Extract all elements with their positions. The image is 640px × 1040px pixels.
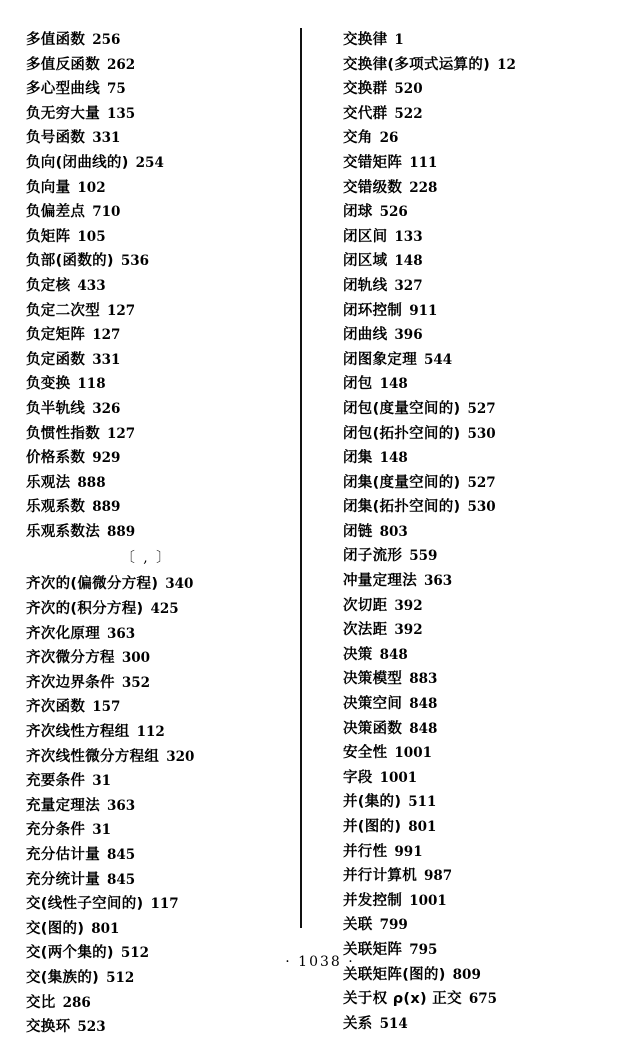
index-entry — [26, 225, 307, 250]
index-entry-page: 352 — [121, 674, 150, 691]
index-entry-page: 848 — [409, 720, 438, 737]
index-entry-page: 1001 — [409, 892, 447, 909]
index-entry-term: 闭区域 — [343, 253, 388, 270]
index-entry — [343, 397, 616, 422]
index-entry-page: 801 — [408, 819, 437, 835]
index-entry-page: 392 — [394, 622, 423, 639]
index-entry-page: 809 — [452, 966, 481, 983]
index-entry-term: 关系 — [343, 1015, 373, 1032]
index-entry-page: 148 — [379, 450, 408, 467]
index-entry-page: 1001 — [379, 769, 418, 786]
index-entry-page: 848 — [409, 696, 438, 713]
index-entry — [26, 471, 307, 496]
index-entry-page: 392 — [394, 597, 423, 614]
index-entry — [343, 594, 616, 619]
index-entry-term: 交比 — [26, 994, 56, 1011]
index-entry-term: 齐次的(偏微分方程) — [26, 576, 159, 593]
index-entry-term: 决策函数 — [343, 720, 403, 737]
index-entry-page: 112 — [136, 724, 165, 741]
page-footer — [0, 954, 640, 970]
index-entry-page: 522 — [394, 105, 423, 122]
index-entry-page: 888 — [77, 474, 106, 491]
index-entry-page: 300 — [121, 650, 150, 667]
index-entry-term: 关联矩阵 — [343, 941, 403, 958]
index-entry-page: 425 — [150, 601, 179, 618]
index-entry-page: 118 — [77, 376, 106, 393]
index-entry — [26, 671, 307, 696]
index-entry — [26, 818, 307, 843]
index-entry-term: 多值函数 — [26, 32, 86, 48]
index-entry-page: 433 — [77, 277, 106, 294]
index-entry-term: 闭环控制 — [343, 302, 403, 319]
left-column-entries-top — [26, 28, 307, 544]
index-entry — [26, 917, 307, 942]
index-entry-term: 充分条件 — [26, 822, 86, 839]
index-entry — [343, 987, 616, 1012]
index-entry — [26, 348, 307, 373]
index-entry-page: 512 — [106, 969, 135, 986]
index-entry-term: 并发控制 — [343, 892, 403, 909]
index-entry-term: 多心型曲线 — [26, 81, 100, 98]
index-entry — [343, 471, 616, 496]
index-entry — [343, 225, 616, 250]
right-column — [321, 28, 616, 1032]
index-entry-page: 675 — [468, 991, 498, 1008]
index-entry-term: 闭轨线 — [343, 277, 388, 294]
index-entry — [343, 176, 616, 201]
index-entry-page: 883 — [409, 671, 438, 688]
index-entry — [343, 913, 616, 938]
index-entry — [26, 991, 307, 1016]
index-entry-page: 536 — [120, 253, 150, 270]
index-entry-page: 31 — [92, 822, 111, 839]
index-entry — [26, 372, 307, 397]
index-entry-term: 负矩阵 — [26, 228, 71, 245]
index-entry-page: 848 — [379, 646, 408, 663]
index-entry — [343, 766, 616, 791]
index-entry-term: 字段 — [343, 769, 373, 786]
index-entry-page: 148 — [379, 376, 408, 393]
index-entry-term: 齐次的(积分方程) — [26, 601, 144, 618]
index-entry — [26, 695, 307, 720]
index-entry-page: 31 — [92, 773, 111, 790]
index-entry-term: 并(图的) — [343, 819, 402, 835]
index-entry-term: 交(线性子空间的) — [26, 896, 144, 913]
index-entry-term: 决策模型 — [343, 671, 403, 688]
index-entry-term: 关于权 ρ(x) 正交 — [343, 991, 462, 1008]
index-entry — [343, 299, 616, 324]
index-entry — [26, 422, 307, 447]
index-entry-term: 闭子流形 — [343, 548, 403, 565]
index-entry-term: 交(图的) — [26, 920, 85, 937]
index-entry-page: 228 — [409, 179, 438, 196]
index-entry — [26, 299, 307, 324]
index-entry-page: 157 — [92, 699, 121, 716]
index-entry — [343, 102, 616, 127]
index-entry — [343, 126, 616, 151]
index-entry — [26, 77, 307, 102]
index-entry — [343, 1012, 616, 1037]
index-entry-term: 交错矩阵 — [343, 154, 403, 171]
index-entry-term: 闭包(度量空间的) — [343, 400, 461, 417]
index-entry — [26, 176, 307, 201]
index-entry — [26, 126, 307, 151]
index-entry-page: 889 — [92, 499, 121, 516]
index-entry-term: 安全性 — [343, 745, 388, 762]
index-entry-page: 127 — [107, 302, 136, 319]
index-entry-term: 齐次函数 — [26, 699, 86, 716]
index-entry-page: 512 — [120, 945, 150, 962]
index-entry-term: 并行性 — [343, 843, 388, 860]
index-entry-term: 闭图象定理 — [343, 351, 417, 368]
index-entry-page: 340 — [165, 576, 194, 593]
index-entry-page: 326 — [92, 400, 121, 417]
index-entry-page: 327 — [394, 277, 423, 294]
index-entry — [343, 422, 616, 447]
index-entry-term: 充要条件 — [26, 773, 86, 790]
index-entry-term: 决策 — [343, 646, 373, 663]
index-entry-term: 决策空间 — [343, 696, 403, 713]
index-entry-term: 闭集(拓扑空间的) — [343, 499, 461, 516]
index-entry-term: 并(集的) — [343, 794, 402, 811]
index-entry-page: 320 — [166, 748, 195, 765]
index-entry-page: 105 — [77, 228, 106, 245]
index-entry — [343, 372, 616, 397]
index-entry-term: 闭链 — [343, 523, 373, 540]
index-entry-page: 117 — [150, 896, 179, 913]
index-entry — [26, 843, 307, 868]
index-entry-term: 次法距 — [343, 622, 388, 639]
index-entry — [343, 77, 616, 102]
index-entry-term: 齐次线性微分方程组 — [26, 748, 160, 765]
index-entry-term: 多值反函数 — [26, 56, 100, 73]
index-entry-page: 889 — [107, 523, 136, 540]
index-entry-term: 闭曲线 — [343, 327, 388, 344]
index-entry-page: 523 — [77, 1019, 106, 1036]
index-entry-term: 齐次边界条件 — [26, 674, 115, 691]
index-entry — [26, 868, 307, 893]
index-entry — [26, 102, 307, 127]
index-entry-page: 75 — [107, 81, 126, 98]
index-entry-term: 负半轨线 — [26, 400, 86, 417]
section-mark: 〔 , 〕 — [120, 550, 173, 567]
index-entry-page: 527 — [467, 474, 496, 491]
index-entry-term: 闭球 — [343, 204, 373, 221]
index-entry-term: 闭包 — [343, 376, 373, 393]
index-entry-term: 交(两个集的) — [26, 945, 114, 962]
index-entry-term: 负惯性指数 — [26, 425, 100, 442]
index-entry-term: 交错级数 — [343, 179, 403, 196]
index-entry-page: 127 — [92, 327, 121, 344]
index-entry — [26, 495, 307, 520]
index-entry-term: 交换律(多项式运算的) — [343, 56, 491, 73]
index-entry — [26, 53, 307, 78]
index-entry-page: 803 — [379, 523, 408, 540]
index-entry — [343, 790, 616, 815]
index-entry — [26, 397, 307, 422]
index-entry-term: 闭区间 — [343, 228, 388, 245]
index-entry — [26, 622, 307, 647]
index-entry-page: 559 — [409, 548, 438, 565]
index-entry-term: 负部(函数的) — [26, 253, 114, 270]
index-entry-page: 1 — [394, 32, 404, 48]
index-entry — [343, 495, 616, 520]
index-entry-term: 价格系数 — [26, 450, 86, 467]
index-entry-term: 乐观系数法 — [26, 523, 100, 540]
index-entry-term: 负变换 — [26, 376, 71, 393]
index-entry — [26, 28, 307, 53]
index-entry-page: 991 — [394, 843, 423, 860]
index-entry — [26, 646, 307, 671]
index-entry — [343, 544, 616, 569]
index-entry-page: 801 — [91, 920, 120, 937]
index-entry-term: 负定核 — [26, 277, 71, 294]
index-entry-page: 396 — [394, 327, 423, 344]
index-entry — [343, 520, 616, 545]
index-entry-page: 710 — [92, 204, 121, 221]
index-entry-term: 充分估计量 — [26, 847, 100, 863]
index-entry — [343, 815, 616, 840]
index-entry — [343, 692, 616, 717]
index-entry-term: 闭集 — [343, 450, 373, 467]
index-entry-page: 845 — [107, 847, 136, 863]
index-entry-page: 799 — [379, 917, 408, 934]
index-entry — [343, 249, 616, 274]
index-entry — [26, 794, 307, 819]
index-entry-term: 并行计算机 — [343, 868, 417, 885]
index-entry — [343, 864, 616, 889]
index-entry-term: 负定矩阵 — [26, 327, 86, 344]
index-entry — [343, 200, 616, 225]
index-entry-term: 齐次微分方程 — [26, 650, 115, 667]
index-entry-page: 127 — [107, 425, 136, 442]
index-entry — [343, 348, 616, 373]
index-entry — [343, 667, 616, 692]
index-entry — [26, 769, 307, 794]
index-entry — [343, 840, 616, 865]
index-entry — [343, 643, 616, 668]
index-entry-page: 133 — [394, 228, 423, 245]
index-entry — [26, 151, 307, 176]
index-entry-page: 526 — [379, 204, 408, 221]
index-entry-term: 闭包(拓扑空间的) — [343, 425, 461, 442]
index-entry-term: 负定二次型 — [26, 302, 100, 319]
index-entry-page: 111 — [409, 154, 438, 171]
index-entry-page: 845 — [107, 871, 136, 888]
index-entry — [26, 249, 307, 274]
index-entry — [26, 720, 307, 745]
index-entry-term: 次切距 — [343, 597, 388, 614]
index-entry-page: 148 — [394, 253, 423, 270]
index-entry — [26, 200, 307, 225]
index-entry-page: 254 — [135, 154, 164, 171]
index-entry-page: 135 — [107, 105, 136, 122]
index-entry-term: 乐观法 — [26, 474, 71, 491]
index-entry — [343, 741, 616, 766]
index-entry-term: 冲量定理法 — [343, 573, 417, 590]
index-entry-page: 911 — [409, 302, 438, 319]
index-entry-page: 520 — [394, 81, 423, 98]
index-entry-term: 齐次化原理 — [26, 625, 100, 642]
index-entry-term: 关联矩阵(图的) — [343, 966, 446, 983]
index-entry-page: 256 — [92, 32, 121, 48]
index-entry-term: 负号函数 — [26, 130, 86, 147]
index-entry-term: 交换环 — [26, 1019, 71, 1036]
index-entry — [26, 274, 307, 299]
index-entry — [26, 520, 307, 545]
index-entry — [343, 889, 616, 914]
index-entry-term: 负定函数 — [26, 351, 86, 368]
index-entry-page: 530 — [467, 499, 496, 516]
index-entry-term: 齐次线性方程组 — [26, 724, 130, 741]
index-entry-term: 负向量 — [26, 179, 71, 196]
index-entry-page: 1001 — [394, 745, 432, 762]
index-entry-page: 987 — [424, 868, 453, 885]
index-entry-term: 闭集(度量空间的) — [343, 474, 461, 491]
index-entry-term: 负向(闭曲线的) — [26, 154, 129, 171]
index-entry-page: 511 — [408, 794, 437, 811]
index-entry — [343, 618, 616, 643]
index-entry — [343, 446, 616, 471]
index-entry-page: 363 — [424, 573, 453, 590]
index-entry — [343, 323, 616, 348]
index-entry — [26, 892, 307, 917]
index-entry — [26, 745, 307, 770]
index-entry-page: 544 — [424, 351, 453, 368]
page-number: · 1038 · — [285, 954, 355, 970]
index-entry-page: 12 — [497, 56, 516, 73]
index-entry-term: 充分统计量 — [26, 871, 100, 888]
index-entry — [343, 274, 616, 299]
index-entry-page: 331 — [92, 130, 121, 147]
index-entry-page: 363 — [107, 625, 136, 642]
index-entry — [343, 717, 616, 742]
index-entry — [343, 151, 616, 176]
index-entry-page: 795 — [409, 941, 438, 958]
index-entry — [26, 446, 307, 471]
index-entry — [26, 597, 307, 622]
index-entry — [26, 1015, 307, 1040]
right-column-entries — [343, 28, 616, 1036]
index-entry-term: 交代群 — [343, 105, 388, 122]
index-entry-page: 331 — [92, 351, 121, 368]
index-entry-page: 514 — [379, 1015, 408, 1032]
index-entry-page: 527 — [467, 400, 496, 417]
index-entry-page: 102 — [77, 179, 106, 196]
index-entry-term: 负偏差点 — [26, 204, 86, 221]
index-entry — [343, 53, 616, 78]
index-entry-term: 乐观系数 — [26, 499, 86, 516]
index-entry-term: 交换律 — [343, 32, 388, 48]
index-entry-page: 262 — [107, 56, 136, 73]
index-entry-page: 26 — [379, 130, 399, 147]
index-entry-term: 关联 — [343, 917, 373, 934]
index-entry — [26, 323, 307, 348]
index-entry-page: 363 — [107, 797, 136, 814]
index-entry-term: 负无穷大量 — [26, 105, 100, 122]
index-entry-term: 交换群 — [343, 81, 388, 98]
index-entry — [26, 572, 307, 597]
index-entry-page: 929 — [92, 450, 121, 467]
index-entry-term: 交角 — [343, 130, 373, 147]
index-entry-page: 530 — [467, 425, 496, 442]
index-entry-term: 充量定理法 — [26, 797, 100, 814]
index-entry — [343, 569, 616, 594]
index-entry — [343, 28, 616, 53]
index-entry-term: 交(集族的) — [26, 969, 100, 986]
index-entry-page: 286 — [62, 994, 91, 1011]
